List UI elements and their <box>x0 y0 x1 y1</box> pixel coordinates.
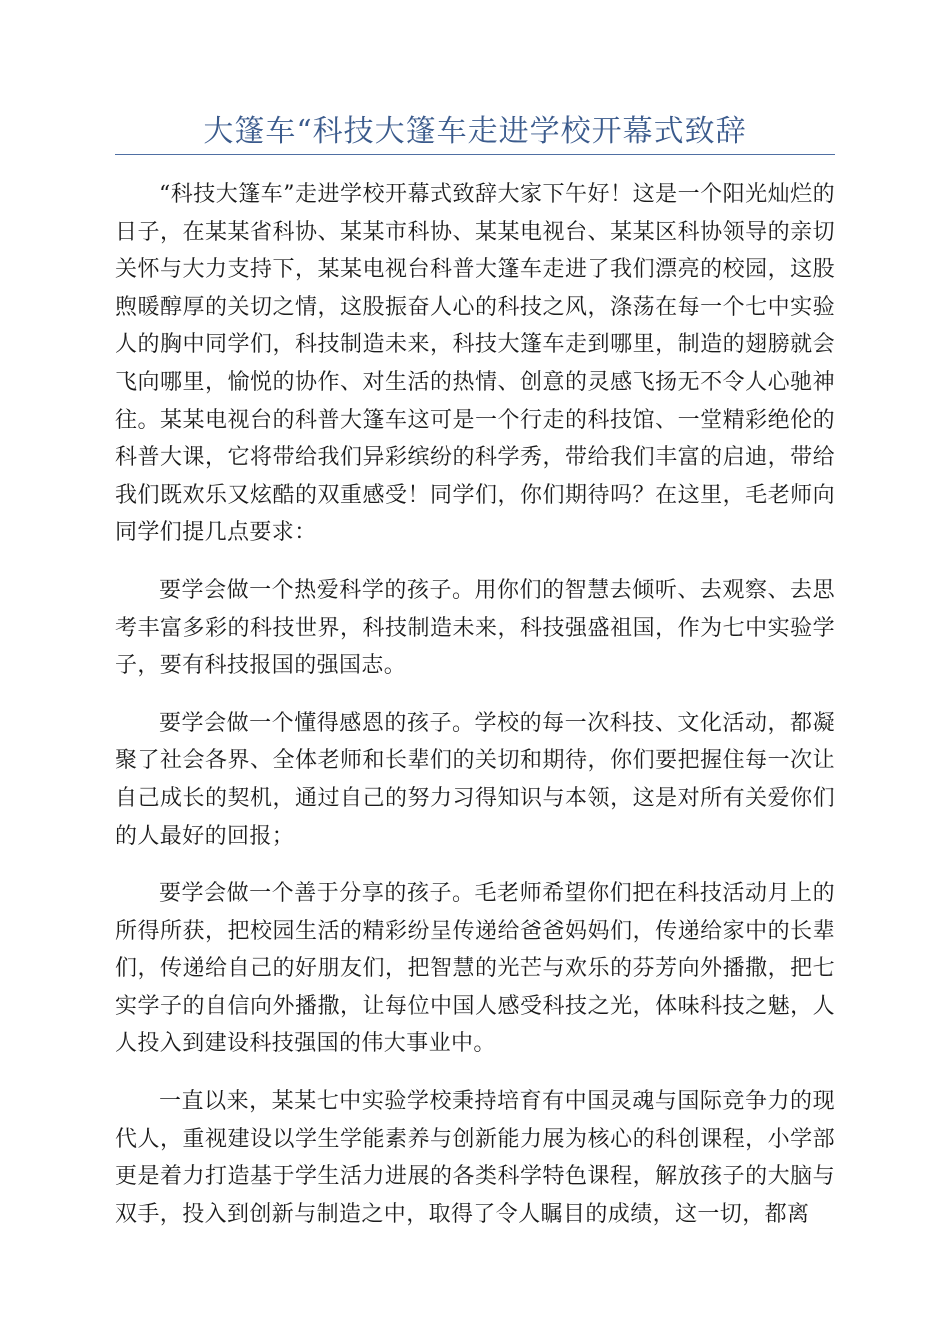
paragraph-sharing: 要学会做一个善于分享的孩子。毛老师希望你们把在科技活动月上的所得所获，把校园生活的精彩纷呈传递给爸爸妈妈们，传递给家中的长辈们，传递给自己的好朋友们，把智慧的光芒与欢乐的芬芳向外播撒，把七实学子的自信向外播撒，让每位中国人感受科技之光，体味科技之魅，人人投入到建设科技强国的伟大事业中。 <box>115 881 835 1057</box>
paragraph-opening: “科技大篷车”走进学校开幕式致辞大家下午好！这是一个阳光灿烂的日子，在某某省科协、某某市科协、某某电视台、某某区科协领导的亲切关怀与大力支持下，某某电视台科普大篷车走进了我们漂亮的校园，这股煦暖醇厚的关切之情，这股振奋人心的科技之风，涤荡在每一个七中实验人的胸中同学们，科技制造未来，科技大篷车走到哪里，制造的翅膀就会飞向哪里，愉悦的协作、对生活的热情、创意的灵感飞扬无不令人心驰神往。某某电视台的科普大篷车这可是一个行走的科技馆、一堂精彩绝伦的科普大课，它将带给我们异彩缤纷的科学秀，带给我们丰富的启迪，带给我们既欢乐又炫酷的双重感受！同学们，你们期待吗？在这里，毛老师向同学们提几点要求： <box>115 182 835 546</box>
paragraph-love-science: 要学会做一个热爱科学的孩子。用你们的智慧去倾听、去观察、去思考丰富多彩的科技世界，科技制造未来，科技强盛祖国，作为七中实验学子，要有科技报国的强国志。 <box>115 577 835 679</box>
title-underline <box>115 154 835 155</box>
document-body <box>115 176 835 1253</box>
paragraph-school-tradition: 一直以来，某某七中实验学校秉持培育有中国灵魂与国际竞争力的现代人，重视建设以学生学能素养与创新能力展为核心的科创课程，小学部更是着力打造基于学生活力进展的各类科学特色课程，解放孩子的大脑与双手，投入到创新与制造之中，取得了令人瞩目的成绩，这一切，都离 <box>115 1089 835 1227</box>
paragraph-gratitude: 要学会做一个懂得感恩的孩子。学校的每一次科技、文化活动，都凝聚了社会各界、全体老师和长辈们的关切和期待，你们要把握住每一次让自己成长的契机，通过自己的努力习得知识与本领，这是对所有关爱你们的人最好的回报； <box>115 710 835 849</box>
document-title: 大篷车“科技大篷车走进学校开幕式致辞 <box>203 114 747 149</box>
